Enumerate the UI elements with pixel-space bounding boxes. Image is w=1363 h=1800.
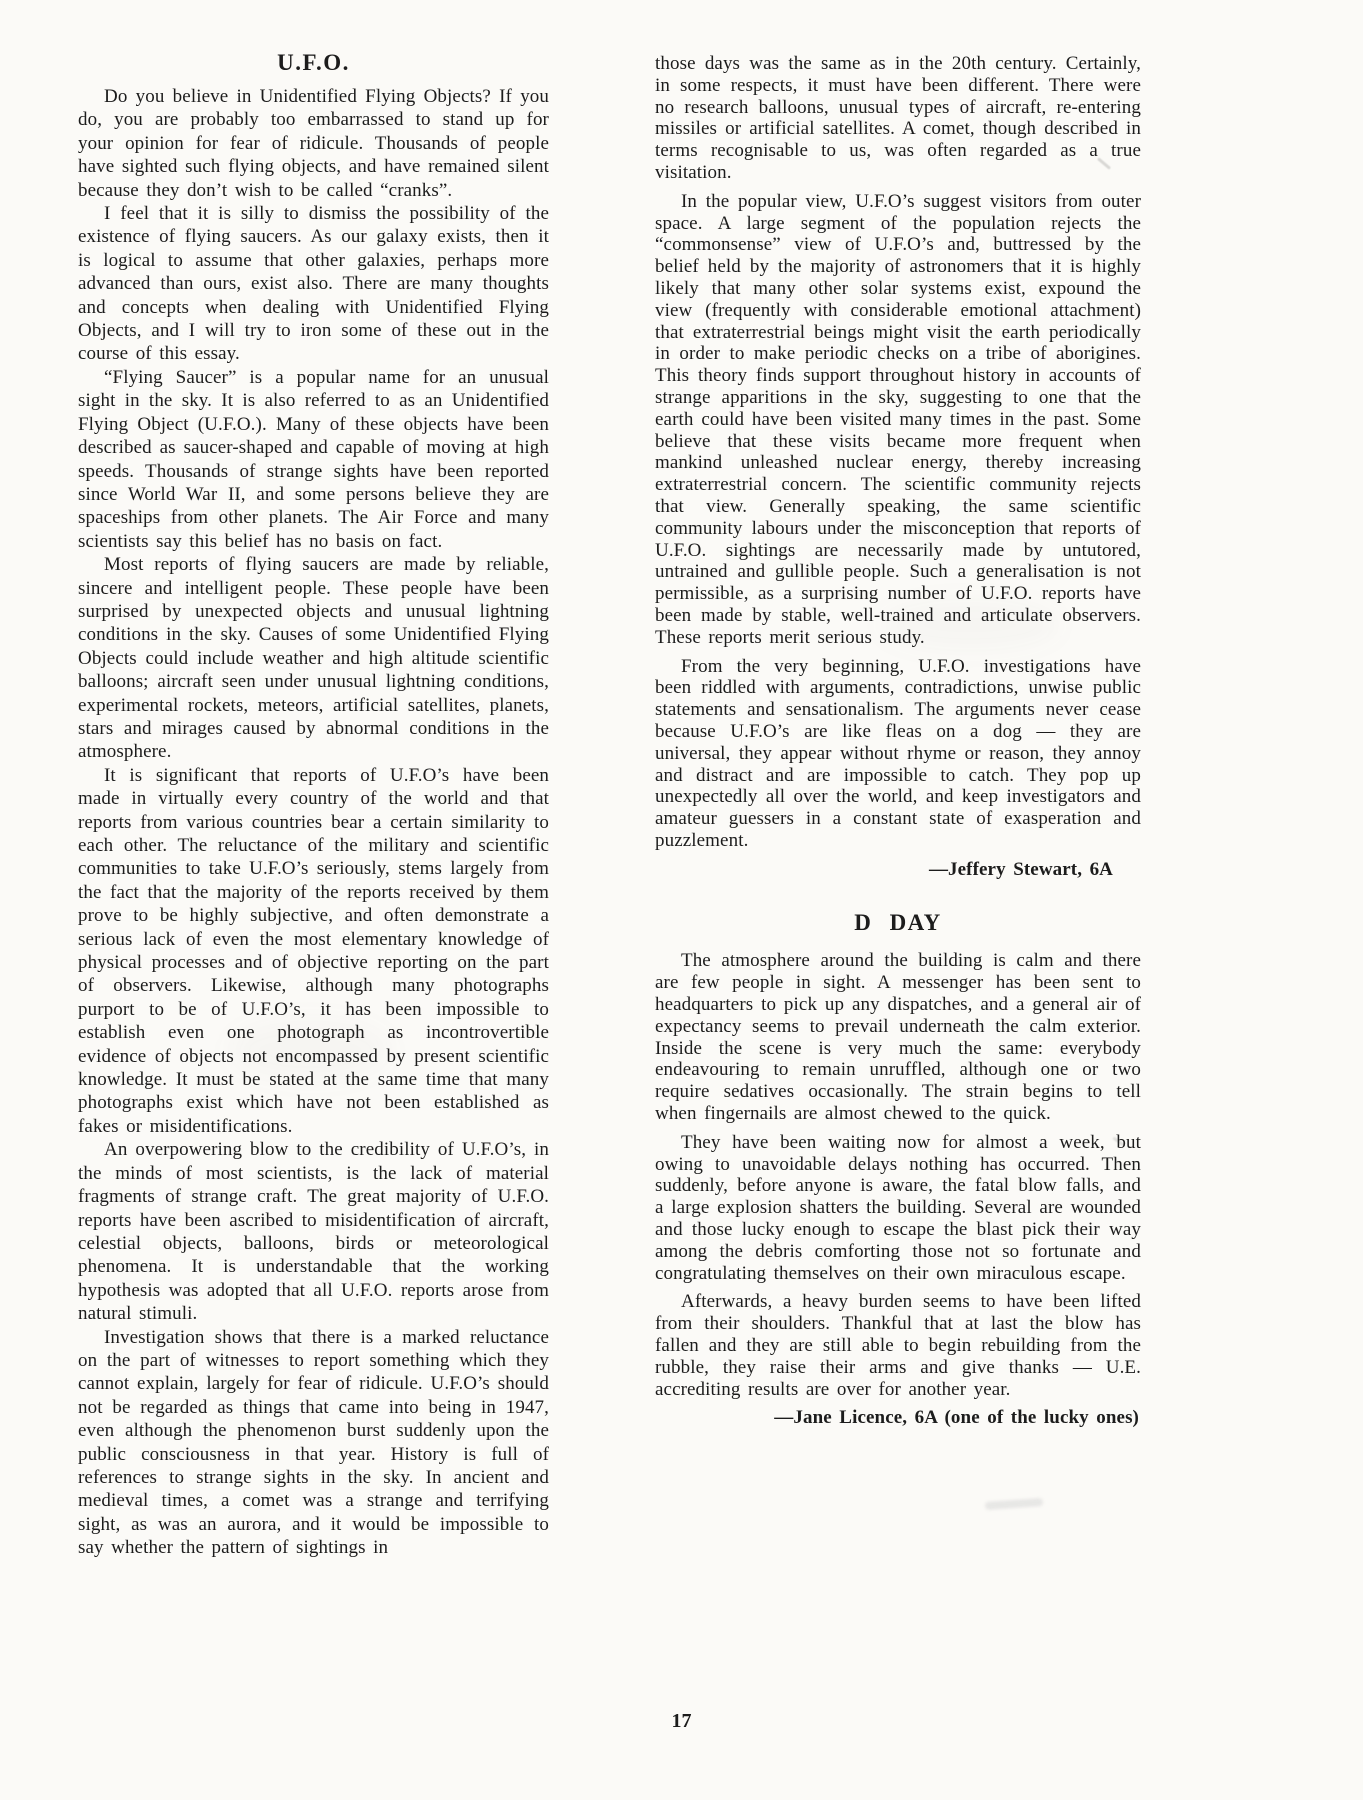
ufo-paragraph: Investigation shows that there is a marked reluctance on the part of witnesses to report something which they cannot explain, largely for fear of ridicule. U.F.O’s should not be regarded as things that came into being in 1947, even although the phenomenon burst suddenly upon the public consciousness in that year. History is full of references to strange sights in the sky. In ancient and medieval times, a comet was a strange and terrifying sight, as was an aurora, and it would be impossible to say whether the pattern of sightings in [78,1326,549,1559]
ufo-paragraph-continued: those days was the same as in the 20th century. Certainly, in some respects, it must have been different. There were no research balloons, unusual types of aircraft, re-entering missiles or artificial satellites. A comet, though described in terms recognisable to us, was often regarded as a true visitation. [655,53,1141,183]
left-column [78,50,549,1560]
ufo-article-title: U.F.O. [277,50,350,75]
right-column [655,50,1141,1560]
ufo-paragraph: An overpowering blow to the credibility of U.F.O’s, in the minds of most scientists, is the lack of material fragments of strange craft. The great majority of U.F.O. reports have been ascribed to misidentification of aircraft, celestial objects, balloons, birds or meteorological phenomena. It is understandable that the working hypothesis was adopted that all U.F.O. reports arose from natural stimuli. [78,1139,549,1325]
ufo-paragraph: I feel that it is silly to dismiss the possibility of the existence of flying saucers. As our galaxy exists, then it is logical to assume that other galaxies, perhaps more advanced than ours, exist also. There are many thoughts and concepts when dealing with Unidentified Flying Objects, and I will try to iron some of these out in the course of this essay. [78,203,549,365]
ufo-paragraph: From the very beginning, U.F.O. investigations have been riddled with arguments, contradictions, unwise public statements and sensationalism. The arguments never cease because U.F.O’s are like fleas on a dog — they are universal, they appear without rhyme or reason, they annoy and distract and are impossible to catch. They pop up unexpectedly all over the world, and keep investigators and amateur guessers in a constant state of exasperation and puzzlement. [655,655,1141,851]
ufo-byline: —Jeffery Stewart, 6A [928,858,1113,880]
ufo-paragraph: In the popular view, U.F.O’s suggest visitors from outer space. A large segment of the population rejects the “commonsense” view of U.F.O’s and, buttressed by the belief held by the majority of astronomers that it is highly likely that many other solar systems exist, expound the view (frequently with considerable emotional attachment) that extraterrestrial beings might visit the earth periodically in order to make periodic checks on a tribe of aborigines. This theory finds support throughout history in accounts of strange apparitions in the sky, suggesting to one that the earth could have been visited many times in the past. Some believe that these visits became more frequent when mankind unleashed nuclear energy, thereby increasing extraterrestrial concern. The scientific community rejects that view. Generally speaking, the same scientific community labours under the misconception that reports of U.F.O. sightings are necessarily made by untutored, untrained and gullible people. Such a generalisation is not permissible, as a surprising number of U.F.O. reports have been made by stable, well-trained and articulate observers. These reports merit serious study. [655,190,1141,648]
dday-paragraph: They have been waiting now for almost a week, but owing to unavoidable delays nothing has occurred. Then suddenly, before anyone is aware, the fatal blow falls, and a large explosion shatters the building. Several are wounded and those lucky enough to escape the blast pick their way among the debris comforting those not so fortunate and congratulating themselves on their own miraculous escape. [655,1131,1141,1284]
ufo-paragraph: “Flying Saucer” is a popular name for an unusual sight in the sky. It is also referred to as an Unidentified Flying Object (U.F.O.). Many of these objects have been described as saucer-shaped and capable of moving at high speeds. Thousands of strange sights have been reported since World War II, and some persons believe they are spaceships from other planets. The Air Force and many scientists say this belief has no basis on fact. [78,366,549,552]
ufo-paragraph: Most reports of flying saucers are made by reliable, sincere and intelligent people. These people have been surprised by unexpected objects and unusual lightning conditions in the sky. Causes of some Unidentified Flying Objects could include weather and high altitude scientific balloons; aircraft seen under unusual lightning conditions, experimental rockets, meteors, artificial satellites, planets, stars and mirages caused by abnormal conditions in the atmosphere. [78,554,549,763]
page-number: 17 [671,1710,692,1732]
ufo-paragraph: It is significant that reports of U.F.O’s have been made in virtually every country of the world and that reports from various countries bear a certain similarity to each other. The reluctance of the military and scientific communities to take U.F.O’s seriously, stems largely from the fact that the majority of the reports received by them prove to be highly subjective, and often demonstrate a serious lack of even the most elementary knowledge of physical processes and of objective reporting on the part of observers. Likewise, although many photographs purport to be of U.F.O’s, it has been impossible to establish even one photograph as incontrovertible evidence of objects not encompassed by present scientific knowledge. It must be stated at the same time that many photographs exist which have not been established as fakes or misidentifications. [78,764,549,1137]
dday-article-title: D DAY [854,910,942,936]
dday-byline: —Jane Licence, 6A (one of the lucky ones) [774,1407,1139,1429]
ufo-paragraph: Do you believe in Unidentified Flying Objects? If you do, you are probably too embarrassed to stand up for your opinion for fear of ridicule. Thousands of people have sighted such flying objects, and have remained silent because they don’t wish to be called “cranks”. [78,86,549,201]
dday-paragraph: Afterwards, a heavy burden seems to have been lifted from their shoulders. Thankful that at last the blow has fallen and they are still able to begin rebuilding from the rubble, they raise their arms and give thanks — U.E. accrediting results are over for another year. [655,1291,1141,1400]
dday-paragraph: The atmosphere around the building is calm and there are few people in sight. A messenger has been sent to headquarters to pick up any dispatches, and a general air of expectancy seems to prevail underneath the calm exterior. Inside the scene is very much the same: everybody endeavouring to remain unruffled, although one or two require sedatives occasionally. The strain begins to tell when fingernails are almost chewed to the quick. [655,950,1141,1125]
